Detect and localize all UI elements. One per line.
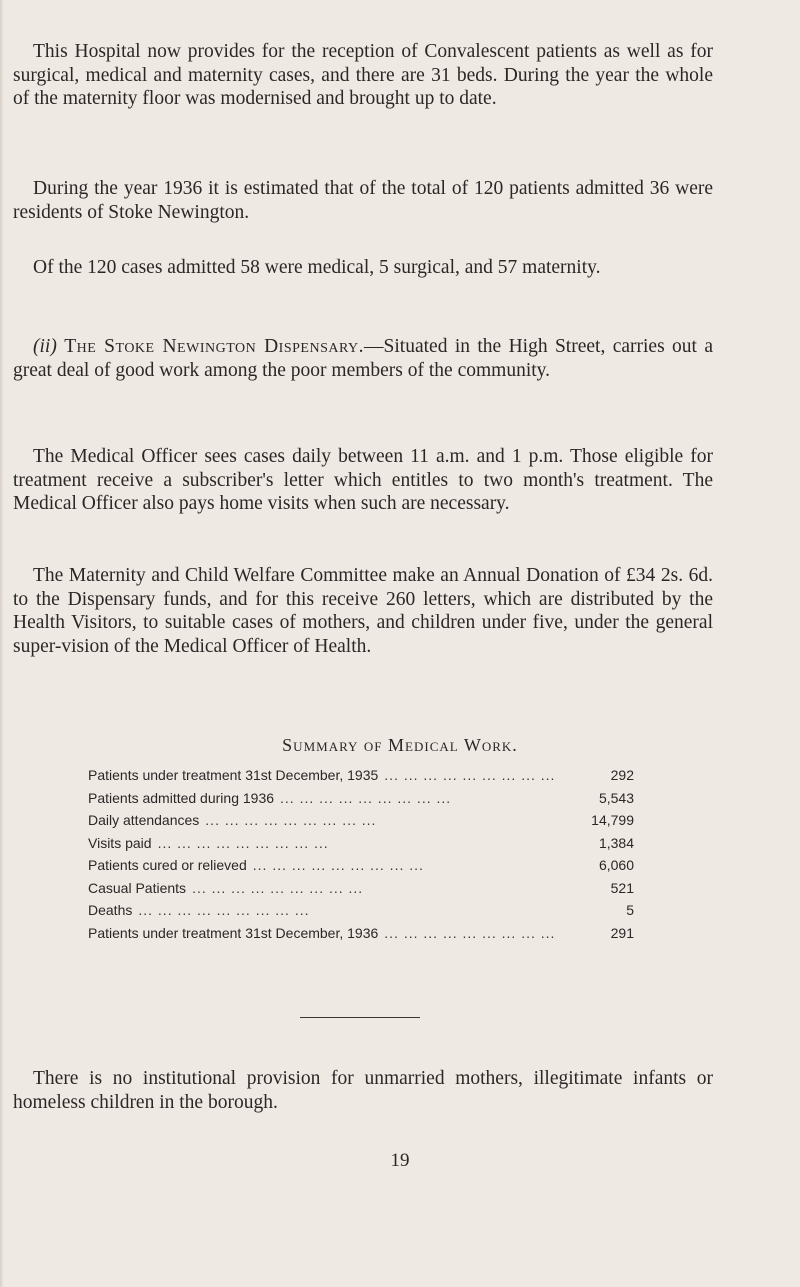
paragraph-text: There is no institutional provision for unmarried mothers, illegitimate infants or homeless children in the borough. <box>13 1068 713 1113</box>
summary-value: 14,799 <box>591 812 634 828</box>
leader-dots: ... ... ... ... ... ... ... ... ... <box>138 902 310 918</box>
summary-row <box>88 902 634 925</box>
paragraph-dispensary <box>13 335 713 382</box>
summary-table <box>88 767 634 947</box>
summary-label: Daily attendances <box>88 812 200 828</box>
summary-label: Patients admitted during 1936 <box>88 789 275 806</box>
leader-dots: ... ... ... ... ... ... ... ... ... <box>384 924 556 941</box>
summary-label: Casual Patients <box>88 879 187 896</box>
leader-dots: ... ... ... ... ... ... ... ... ... <box>384 767 556 783</box>
summary-value: 292 <box>610 767 634 783</box>
summary-value: 521 <box>610 879 634 896</box>
summary-label: Visits paid <box>88 834 152 851</box>
paragraph-text: During the year 1936 it is estimated that of the total of 120 patients admitted 36 were residents of Stoke Newington. <box>13 178 713 223</box>
section-numeral: (ii) <box>33 336 57 357</box>
leader-dots: ... ... ... ... ... ... ... ... ... <box>252 857 424 873</box>
summary-value: 5 <box>626 902 634 918</box>
summary-label: Patients under treatment 31st December, 1935 <box>88 767 379 783</box>
summary-row <box>88 880 634 903</box>
page-number: 19 <box>390 1150 410 1171</box>
paragraph-text: The Maternity and Child Welfare Committee make an Annual Donation of £34 2s. 6d. to the Dispensary funds, and for this receive 260 letters, which are distributed by the Health Visitors, to suitable cases of mothers, and children under five, under the general super-vision of the Medical Officer of Health. <box>13 565 713 657</box>
summary-row <box>88 812 634 835</box>
summary-row <box>88 767 634 790</box>
paragraph-closing <box>13 1067 713 1114</box>
leader-dots: ... ... ... ... ... ... ... ... ... <box>280 789 452 806</box>
paragraph-cases-admitted <box>13 256 713 280</box>
summary-value: 5,543 <box>598 789 634 806</box>
summary-value: 291 <box>610 924 634 941</box>
summary-row <box>88 790 634 813</box>
summary-title: Summary of Medical Work. <box>282 735 518 755</box>
dispensary-heading: The Stoke Newington Dispensary. <box>64 336 365 357</box>
summary-label: Deaths <box>88 902 133 918</box>
leader-dots: ... ... ... ... ... ... ... ... ... <box>205 812 377 828</box>
paragraph-maternity-committee <box>13 564 713 658</box>
paragraph-text: This Hospital now provides for the reception of Convalescent patients as well as for surgical, medical and maternity cases, and there are 31 beds. During the year the whole of the maternity floor was modernised and brought up to date. <box>13 41 713 109</box>
summary-value: 1,384 <box>598 834 634 851</box>
leader-dots: ... ... ... ... ... ... ... ... ... <box>157 834 329 851</box>
summary-label: Patients cured or relieved <box>88 857 247 873</box>
page-edge-shadow <box>0 0 4 1287</box>
summary-row <box>88 857 634 880</box>
summary-row <box>88 925 634 948</box>
paragraph-medical-officer <box>13 445 713 516</box>
summary-value: 6,060 <box>598 857 634 873</box>
paragraph-hospital-beds <box>13 40 713 111</box>
dispensary-text: —Situated in the High Street, carries out a great deal of good work among the poor members of the community. <box>13 336 713 381</box>
paragraph-text: Of the 120 cases admitted 58 were medical, 5 surgical, and 57 maternity. <box>33 257 601 278</box>
summary-label: Patients under treatment 31st December, 1936 <box>88 924 379 941</box>
paragraph-residents <box>13 177 713 224</box>
summary-row <box>88 835 634 858</box>
section-divider <box>300 1017 420 1018</box>
paragraph-text: The Medical Officer sees cases daily between 11 a.m. and 1 p.m. Those eligible for treatment receive a subscriber's letter which entitles to two month's treatment. The Medical Officer also pays home visits when such are necessary. <box>13 446 713 514</box>
leader-dots: ... ... ... ... ... ... ... ... ... <box>192 879 364 896</box>
